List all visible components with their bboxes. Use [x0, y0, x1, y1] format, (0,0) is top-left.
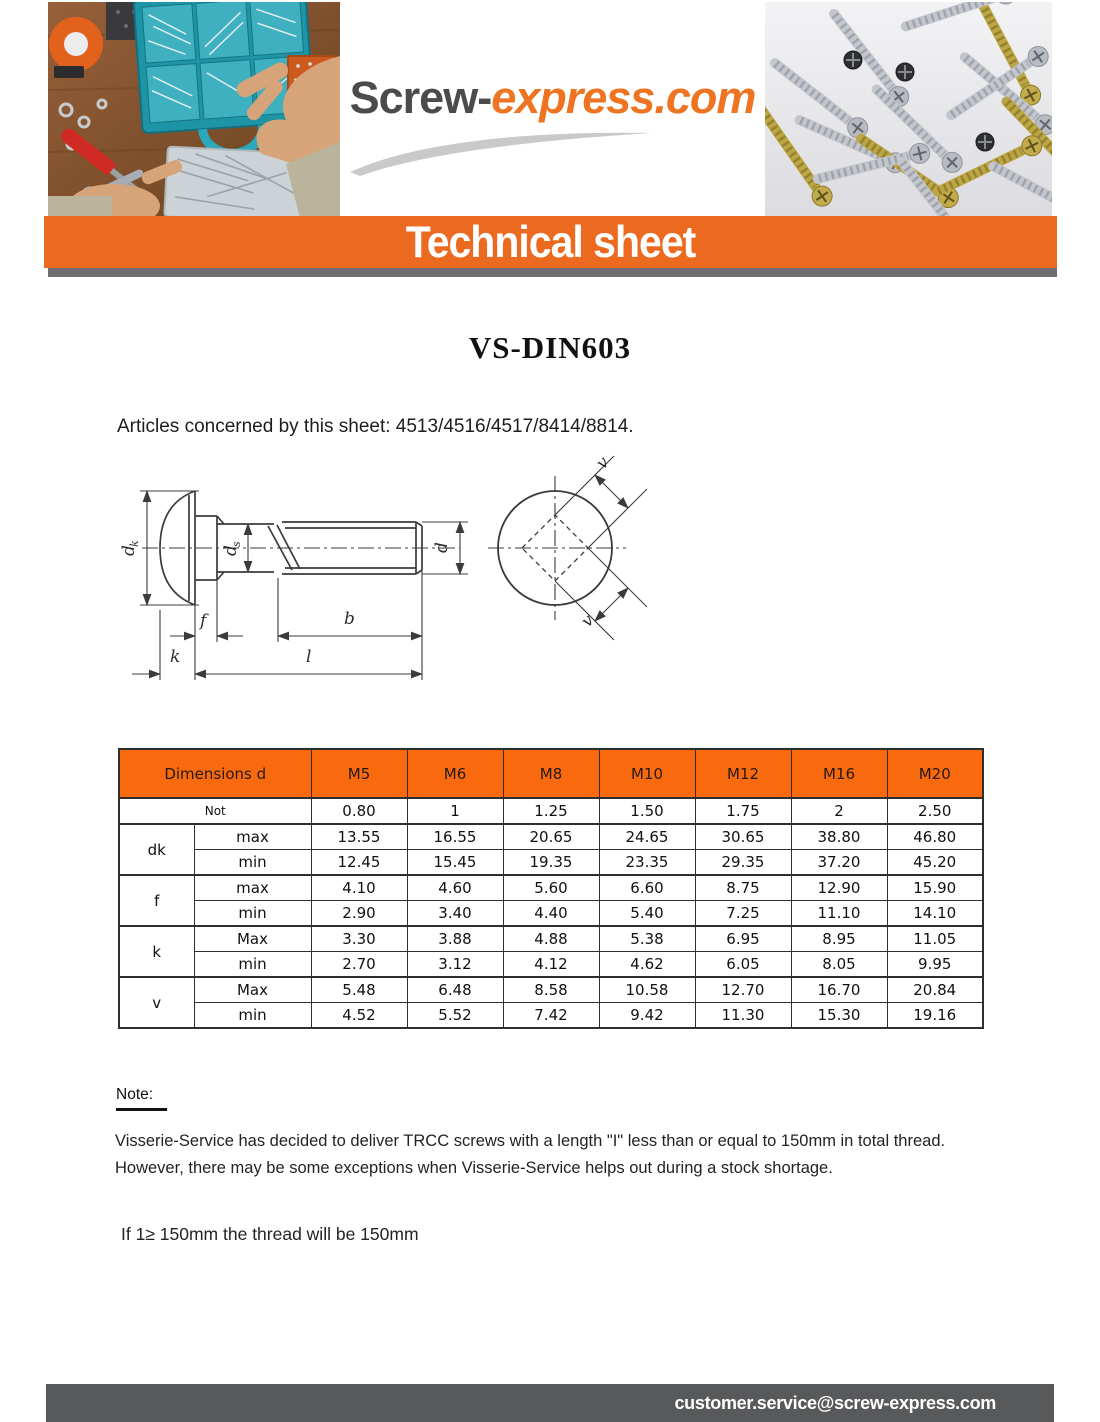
cell: 2: [791, 798, 887, 824]
cell: 9.95: [887, 952, 983, 978]
screw-express-logo: [350, 72, 756, 218]
cell: 6.48: [407, 977, 503, 1003]
cell: 46.80: [887, 824, 983, 850]
dim-label-v-top: v: [592, 452, 614, 474]
cell: 8.05: [791, 952, 887, 978]
articles-line: Articles concerned by this sheet: 4513/4516/4517/8414/8814.: [117, 416, 634, 437]
size-header: M5: [311, 749, 407, 798]
banner-underline-strip: [48, 268, 1057, 277]
dim-label-f: f: [200, 611, 207, 631]
cell: 8.58: [503, 977, 599, 1003]
cell: 11.30: [695, 1003, 791, 1029]
cell: 1.25: [503, 798, 599, 824]
cell: 1: [407, 798, 503, 824]
cell: 30.65: [695, 824, 791, 850]
cell: 15.30: [791, 1003, 887, 1029]
dim-label-d: d: [432, 542, 452, 553]
cell: 4.52: [311, 1003, 407, 1029]
cell: 12.90: [791, 875, 887, 901]
page-title: VS-DIN603: [468, 330, 632, 365]
cell: 24.65: [599, 824, 695, 850]
subrow-label: max: [194, 875, 311, 901]
subrow-label: max: [194, 824, 311, 850]
cell: 5.40: [599, 901, 695, 927]
logo-swoosh: [346, 128, 656, 178]
cell: 7.42: [503, 1003, 599, 1029]
cell: 5.52: [407, 1003, 503, 1029]
cell: 11.10: [791, 901, 887, 927]
cell: 8.95: [791, 926, 887, 952]
cell: 45.20: [887, 850, 983, 876]
cell: 19.16: [887, 1003, 983, 1029]
table-row-k-max: [119, 926, 983, 952]
note-condition: If 1≥ 150mm the thread will be 150mm: [121, 1224, 419, 1244]
workbench-photo: [48, 2, 340, 218]
cell: 9.42: [599, 1003, 695, 1029]
footer-email: customer.service@screw-express.com: [674, 1392, 996, 1413]
subrow-label: Max: [194, 926, 311, 952]
table-row-pitch: [119, 798, 983, 824]
cell: 5.60: [503, 875, 599, 901]
cell: 29.35: [695, 850, 791, 876]
param-label-dk: dk: [119, 824, 194, 875]
size-header: M12: [695, 749, 791, 798]
size-header: M8: [503, 749, 599, 798]
cell: 3.40: [407, 901, 503, 927]
cell: 4.88: [503, 926, 599, 952]
dim-label-v-bottom: v: [577, 610, 599, 632]
banner-title: Technical sheet: [405, 216, 696, 267]
dim-label-k: k: [170, 647, 181, 667]
cell: 4.60: [407, 875, 503, 901]
param-label-k: k: [119, 926, 194, 977]
cell: 38.80: [791, 824, 887, 850]
cell: 20.65: [503, 824, 599, 850]
param-label-f: f: [119, 875, 194, 926]
cell: 6.05: [695, 952, 791, 978]
cell: 19.35: [503, 850, 599, 876]
table-row-f-min: [119, 901, 983, 927]
cell: 23.35: [599, 850, 695, 876]
cell: 5.48: [311, 977, 407, 1003]
cell: 20.84: [887, 977, 983, 1003]
cell: 3.30: [311, 926, 407, 952]
note-body: Visserie-Service has decided to deliver TRCC screws with a length "I" less than or equal to 150mm in total thread. However, there may be some exceptions when Visserie-Service helps out during a stock shortage.: [115, 1132, 946, 1177]
logo-area: [340, 0, 765, 218]
dim-label-b: b: [344, 609, 355, 629]
cell: 16.70: [791, 977, 887, 1003]
table-row-k-min: [119, 952, 983, 978]
dimensions-table-wrap: [118, 748, 984, 1029]
table-row-dk-min: [119, 850, 983, 876]
logo-text-suffix: express.com: [491, 72, 756, 123]
dim-label-ds: d: [221, 545, 241, 556]
cell: 3.12: [407, 952, 503, 978]
cell: 7.25: [695, 901, 791, 927]
cell: 13.55: [311, 824, 407, 850]
cell: 5.38: [599, 926, 695, 952]
subrow-label: min: [194, 850, 311, 876]
technical-sheet-banner: [44, 216, 1057, 268]
table-row-dk-max: [119, 824, 983, 850]
dim-label-ds-sub: s: [230, 541, 243, 547]
cell: 2.50: [887, 798, 983, 824]
dimensions-table: [118, 748, 984, 1029]
cell: 37.20: [791, 850, 887, 876]
pitch-label: Not: [119, 798, 311, 824]
cell: 6.95: [695, 926, 791, 952]
screws-photo: [765, 2, 1052, 218]
cell: 0.80: [311, 798, 407, 824]
cell: 16.55: [407, 824, 503, 850]
cell: 10.58: [599, 977, 695, 1003]
subrow-label: Max: [194, 977, 311, 1003]
cell: 15.90: [887, 875, 983, 901]
cell: 14.10: [887, 901, 983, 927]
cell: 2.90: [311, 901, 407, 927]
cell: 4.40: [503, 901, 599, 927]
cell: 12.45: [311, 850, 407, 876]
subrow-label: min: [194, 1003, 311, 1029]
cell: 6.60: [599, 875, 695, 901]
footer-bar: [46, 1384, 1054, 1422]
cell: 15.45: [407, 850, 503, 876]
cell: 4.12: [503, 952, 599, 978]
cell: 3.88: [407, 926, 503, 952]
cell: 11.05: [887, 926, 983, 952]
size-header: M10: [599, 749, 695, 798]
cell: 1.75: [695, 798, 791, 824]
logo-text-prefix: Screw-: [349, 72, 492, 123]
size-header: M6: [407, 749, 503, 798]
size-header: M20: [887, 749, 983, 798]
note-heading: Note:: [116, 1086, 167, 1111]
cell: 4.10: [311, 875, 407, 901]
table-row-v-min: [119, 1003, 983, 1029]
bolt-technical-drawing: [100, 448, 660, 713]
table-row-f-max: [119, 875, 983, 901]
cell: 4.62: [599, 952, 695, 978]
cell: 2.70: [311, 952, 407, 978]
subrow-label: min: [194, 901, 311, 927]
corner-header: Dimensions d: [119, 749, 311, 798]
cell: 8.75: [695, 875, 791, 901]
table-row-v-max: [119, 977, 983, 1003]
dim-label-dk-sub: k: [128, 540, 141, 547]
size-header: M16: [791, 749, 887, 798]
cell: 1.50: [599, 798, 695, 824]
table-header-row: [119, 749, 983, 798]
subrow-label: min: [194, 952, 311, 978]
param-label-v: v: [119, 977, 194, 1028]
dim-label-l: l: [306, 647, 312, 667]
dim-label-dk: d: [119, 545, 139, 556]
cell: 12.70: [695, 977, 791, 1003]
